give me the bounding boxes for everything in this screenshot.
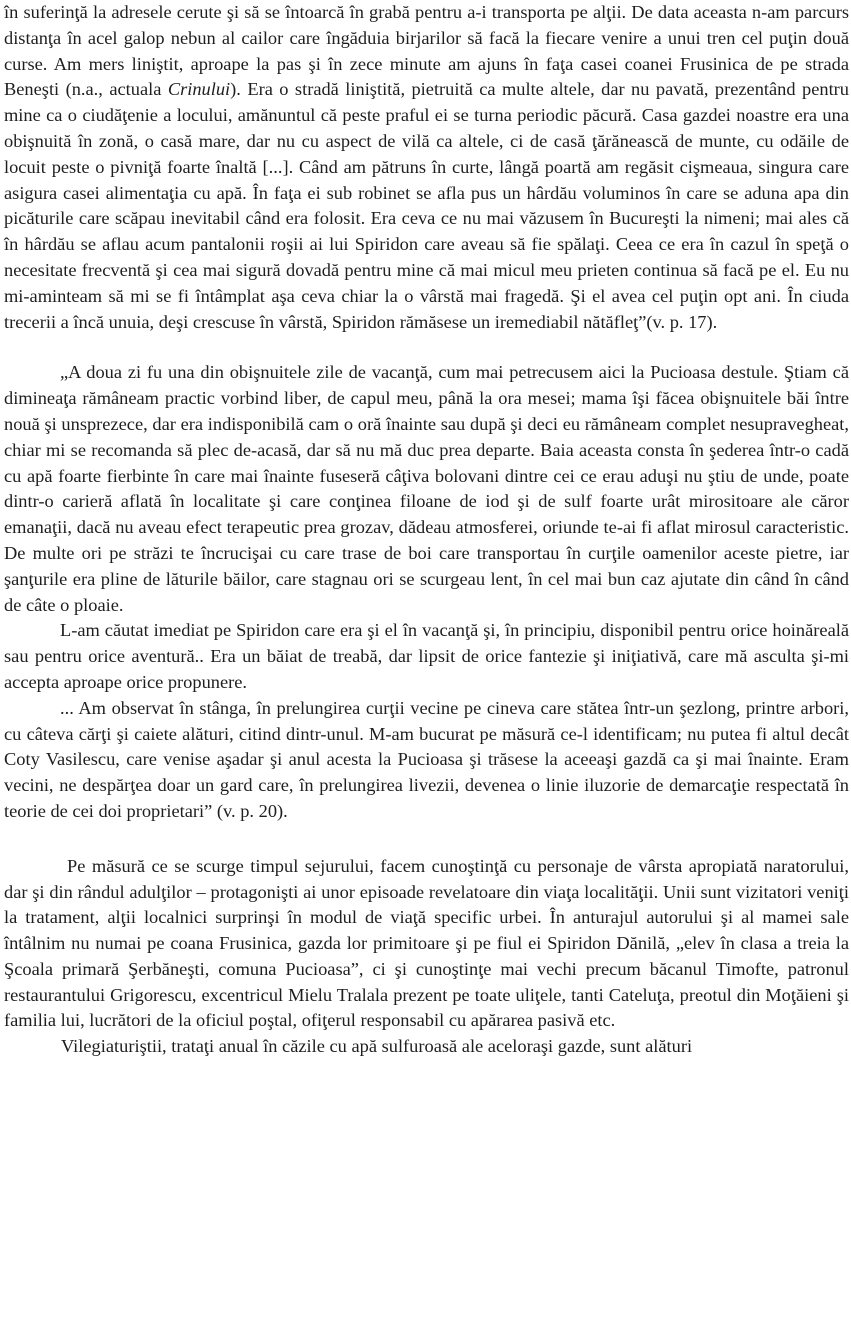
paragraph-vilegiaturisti: Vilegiaturiştii, trataţi anual în căzile cu apă sulfuroasă ale aceloraşi gazde, sunt alături <box>61 1036 693 1057</box>
paragraph-spiridon: L-am căutat imediat pe Spiridon care era şi el în vacanţă şi, în principiu, disponibil pentru orice hoinăreală sau pentru orice aventură.. Era un băiat de treabă, dar lipsit de orice fantezie şi iniţiativă, care mă asculta şi-mi accepta aproape orice propunere. <box>4 620 849 692</box>
text-run: ). Era o stradă liniştită, pietruită ca multe altele, dar nu pavată, prezentând pentru mine ca o ciudăţenie a locului, amănuntul că peste praful ei se turna periodic păcură. Casa gazdei noastre era una obişnuită în zonă, o casă mare, dar nu cu aspect de vilă ca altele, ci de casă ţărănească de munte, cu odăile de locuit peste o pivniţă foarte înaltă [...]. Când am pătruns în curte, lângă poartă am regăsit cişmeaua, singura care asigura casei alimentaţia cu apă. În faţa ei sub robinet se afla pus un hârdău voluminos în care se aduna apa din picăturile care scăpau inevitabil când era folosit. Era ceva ce nu mai văzusem în Bucureşti la nimeni; mai ales că în hârdău se aflau acum pantalonii roşii ai lui Spiridon care aveau să fie spălaţi. Ceea ce era în cazul în speţă o necesitate frecventă şi cea mai sigură dovadă pentru mine că mai micul meu prieten continua să facă pe el. Eu nu mi-aminteam să mi se fi întâmplat aşa ceva chiar la o vârstă mai fragedă. Şi el avea cel puţin opt ani. În ciuda trecerii a încă unuia, deşi crescuse în vârstă, Spiridon rămăsese un iremediabil nătăfleţ”(v. p. 17). <box>4 79 849 332</box>
paragraph-vacation-day: „A doua zi fu una din obişnuitele zile de vacanţă, cum mai petrecusem aici la Pucioasa destule. Ştiam că dimineaţa rămâneam practic vorbind liber, de capul meu, până la ora mesei; mama îşi făcea obişnuitele băi între nouă şi unsprezece, dar era indisponibilă cam o oră înainte sau după şi deci eu rămâneam complet nesupravegheat, chiar mi se recomanda să plec de-acasă, dar să nu mă duc prea departe. Baia aceasta consta în şederea într-o cadă cu apă foarte fierbinte în care mai înainte fuseseră câţiva bolovani dintre cei ce erau aduşi nu ştiu de unde, poate dintr-o carieră aflată în localitate şi care conţinea filoane de iod şi de sulf foarte urât mirositoare ale căror emanaţii, dacă nu aveau efect terapeutic prea grozav, dădeau atmosferei, oriunde te-ai fi aflat mirosul caracteristic. De multe ori pe străzi te încrucişai cu care trase de boi care transportau în curţile oamenilor aceste pietre, iar şanţurile era pline de lăturile băilor, care stagnau ori se scurgeau lent, în cel mai bun caz ajutate din când în când de câte o ploaie. <box>4 362 849 615</box>
paragraph-coty-vasilescu: ... Am observat în stânga, în prelungirea curţii vecine pe cineva care stătea într-un şezlong, printre arbori, cu câteva cărţi şi caiete alături, citind dintr-unul. M-am bucurat pe măsură ce-l identificam; nu putea fi altul decât Coty Vasilescu, care venise aşadar şi anul acesta la Pucioasa şi trăsese la aceeaşi gazdă ca şi mai înainte. Eram vecini, ne despărţea doar un gard care, în prelungirea livezii, devenea o linie iluzorie de demarcaţie respectată în teorie de cei doi proprietari” (v. p. 20). <box>4 697 849 821</box>
italic-street-name: Crinului <box>167 79 231 100</box>
document-page <box>4 0 849 1060</box>
text-run: în suferinţă la adresele cerute şi să se întoarcă în grabă pentru a-i transporta pe alţii. De data aceasta n-am parcurs distanţa în acel galop nebun al cailor care îngăduia birjarilor să facă la fiecare venire a unui tren cel puţin două curse. Am mers liniştit, aproape la pas şi în zece minute am ajuns în faţa casei coanei Frusinica de pe strada Beneşti (n.a., actuala <box>4 2 849 100</box>
paragraph-arrival-narrative <box>4 0 849 335</box>
paragraph-characters: Pe măsură ce se scurge timpul sejurului, facem cunoştinţă cu personaje de vârsta apropiată naratorului, dar şi din rândul adulţilor – protagonişti ai unor episoade revelatoare din viaţa localităţii. Unii sunt vizitatori veniţi la tratament, alţii localnici surprinşi în modul de viaţă specific urbei. În anturajul autorului şi al mamei sale întâlnim nu numai pe coana Frusinica, gazda lor primitoare şi pe fiul ei Spiridon Dănilă, „elev în clasa a treia la Şcoala primară Şerbăneşti, comuna Pucioasa”, ci şi cunoştinţe mai vechi precum băcanul Timofte, patronul restaurantului Grigorescu, excentricul Mielu Tralala prezent pe toate uliţele, tanti Cateluţa, preotul din Moţăieni şi familia lui, lucrători de la oficiul poştal, ofiţerul responsabil cu apărarea pasivă etc. <box>4 855 849 1031</box>
